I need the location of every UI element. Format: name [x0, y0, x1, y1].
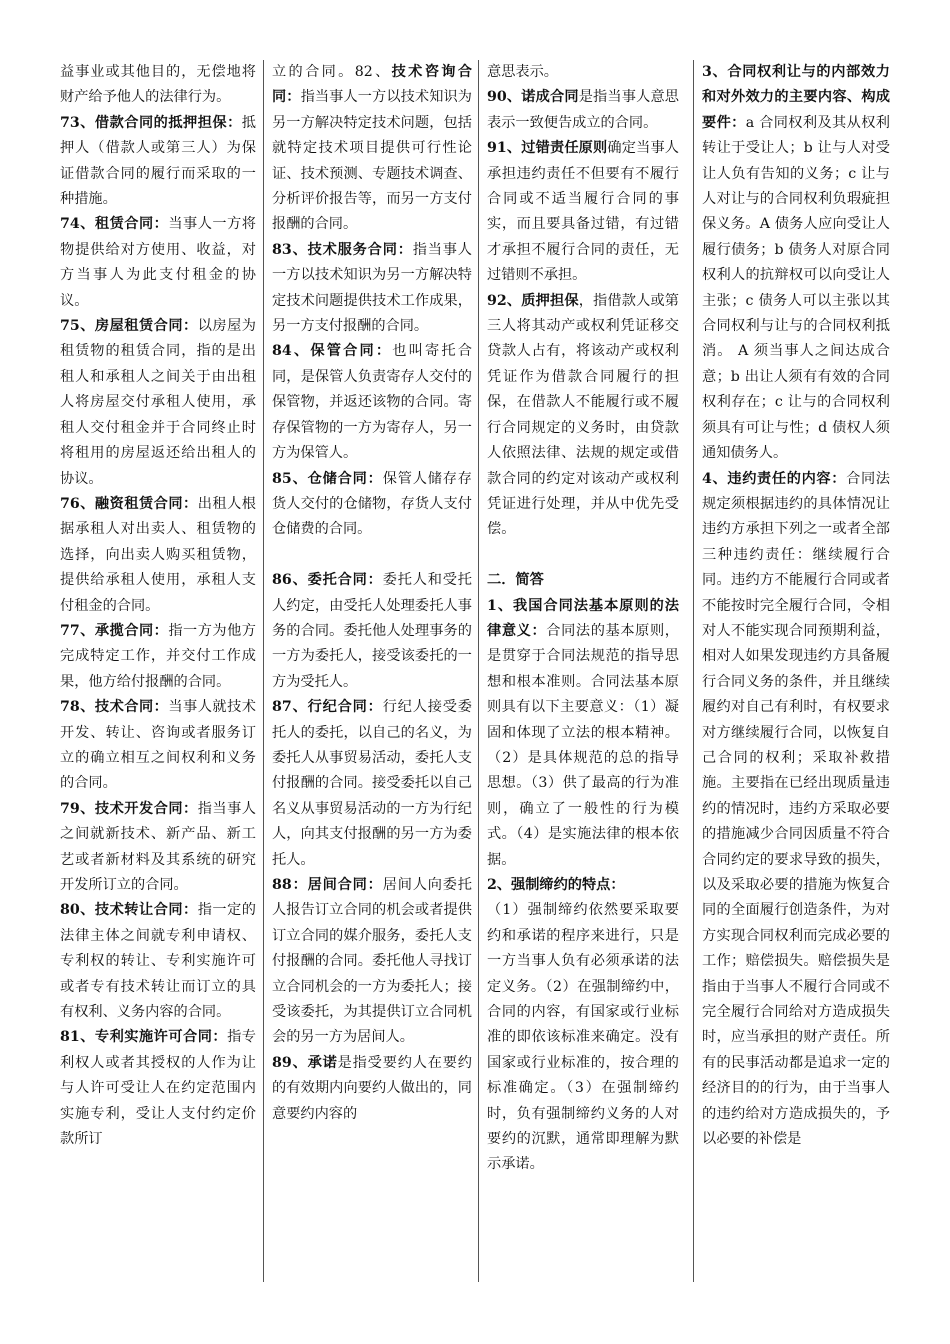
term-heading: 1、我国合同法基本原则的法律意义： [487, 597, 679, 639]
term-heading: 83、技术服务合同： [272, 241, 413, 258]
paragraph [60, 212, 256, 314]
term-definition: （1）强制缔约依然要采取要约和承诺的程序来进行，只是一方当事人负有必须承诺的法定义务。（2）在强制缔约中，合同的内容，有国家或行业标准的即依该标准来确定。没有国家或行业标准的，按合理的标准确定。（3）在强制缔约时，负有强制缔约义务的人对要约的沉默，通常即理解为默示承诺。 [487, 902, 679, 1173]
term-definition: 指专利权人或者其授权的人作为让与人许可受让人在约定范围内实施专利，受让人支付约定价款所订 [60, 1029, 256, 1148]
term-heading: 76、融资租赁合同： [60, 495, 198, 512]
paragraph [487, 136, 679, 288]
term-heading: 3、合同权利让与的内部效力和对外效力的主要内容、构成要件： [702, 64, 890, 131]
paragraph [702, 467, 890, 1153]
term-definition: 指当事人之间就新技术、新产品、新工艺或者新材料及其系统的研究开发所订立的合同。 [60, 800, 256, 893]
term-heading: 73、借款合同的抵押担保： [60, 114, 242, 131]
paragraph [487, 85, 679, 136]
term-definition: 立的合同。82、 [272, 64, 392, 80]
paragraph [272, 1051, 472, 1127]
term-heading: 78、技术合同： [60, 699, 169, 716]
paragraph [272, 467, 472, 543]
term-heading: 75、房屋租赁合同： [60, 318, 198, 335]
term-heading: 88：居间合同： [272, 876, 383, 893]
term-heading: 技术咨询合同： [272, 64, 472, 106]
term-definition: 指当事人一方以技术知识为另一方解决特定技术问题提供技术工作成果，另一方支付报酬的合同。 [272, 241, 472, 335]
term-heading: 2、强制缔约的特点： [487, 876, 625, 893]
term-definition: ，指借款人或第三人将其动产或权利凭证移交贷款人占有，将该动产或权利凭证作为借款合同履行的担保，在借款人不能履行或不履行合同规定的义务时，由贷款人依照法律、法规的规定或借款合同的约定对该动产或权利凭证进行处理，并从中优先受偿。 [487, 292, 679, 538]
column-divider [478, 60, 479, 1282]
paragraph-spacer [272, 543, 472, 568]
paragraph [487, 289, 679, 543]
column-divider [693, 60, 694, 1282]
paragraph [487, 898, 679, 1177]
term-definition: 委托人和受托人约定，由受托人处理委托人事务的合同。委托他人处理事务的一方为委托人，接受该委托的一方为受托人。 [272, 572, 472, 690]
term-heading: 92、质押担保 [487, 292, 579, 309]
paragraph [60, 111, 256, 213]
term-heading: 90、诺成合同 [487, 89, 579, 106]
term-definition: 当事人一方将物提供给对方使用、收益，对方当事人为此支付租金的协议。 [60, 216, 256, 309]
paragraph [272, 238, 472, 340]
paragraph [60, 695, 256, 797]
text-column-2 [272, 60, 472, 1300]
term-definition: 指当事人一方以技术知识为另一方解决特定技术问题，包括就特定技术项目提供可行性论证、技术预测、专题技术调查、分析评价报告等，而另一方支付报酬的合同。 [272, 89, 472, 233]
text-column-1 [60, 60, 256, 1300]
paragraph [60, 492, 256, 619]
paragraph [272, 339, 472, 466]
term-definition: 居间人向委托人报告订立合同的机会或者提供订立合同的媒介服务，委托人支付报酬的合同。委托他人寻找订立合同机会的一方为委托人；接受该委托，为其提供订立合同机会的另一方为居间人。 [272, 876, 472, 1046]
paragraph [487, 60, 679, 85]
term-heading: 84、保管合同： [272, 343, 393, 360]
text-column-3 [487, 60, 679, 1300]
term-heading: 77、承揽合同： [60, 622, 169, 639]
term-definition: 指一方为他方完成特定工作，并交付工作成果，他方给付报酬的合同。 [60, 622, 256, 690]
term-definition: 合同法规定须根据违约的具体情况让违约方承担下列之一或者全部三种违约责任：继续履行合同。违约方不能履行合同或者不能按时完全履行合同，令相对人不能实现合同预期利益，相对人如果发现违约方具备履行合同义务的条件，并且继续履约对自己有利时，有权要求对方继续履行合同，以恢复自己合同的权利；采取补救措施。主要指在已经出现质量违约的情况时，违约方采取必要的措施减少合同因质量不符合合同约定的要求导致的损失，以及采取必要的措施为恢复合同的全面履行创造条件，为对方实现合同权利而完成必要的工作；赔偿损失。赔偿损失是指由于当事人不履行合同或不完全履行合同给对方造成损失时，应当承担的财产责任。所有的民事活动都是追求一定的经济目的的行为，由于当事人的违约给对方造成损失的，予以必要的补偿是 [702, 470, 890, 1148]
paragraph [60, 797, 256, 899]
term-definition: 是指受要约人在要约的有效期内向要约人做出的，同意要约内容的 [272, 1054, 472, 1122]
paragraph [60, 1025, 256, 1152]
term-definition: 意思表示。 [487, 64, 558, 80]
term-heading: 86、委托合同： [272, 572, 383, 589]
paragraph [272, 60, 472, 238]
term-definition: 益事业或其他目的，无偿地将财产给予他人的法律行为。 [60, 64, 256, 106]
paragraph [60, 898, 256, 1025]
term-definition: 以房屋为租赁物的租赁合同，指的是出租人和承租人之间关于由出租人将房屋交付承租人使用，承租人交付租金并于合同终止时将租用的房屋返还给出租人的协议。 [60, 318, 256, 487]
term-heading: 81、专利实施许可合同： [60, 1029, 228, 1046]
term-definition: 指一定的法律主体之间就专利申请权、专利权的转让、专利实施许可或者专有技术转让而订立的具有权利、义务内容的合同。 [60, 902, 256, 1021]
term-heading: 91、过错责任原则 [487, 140, 608, 157]
term-definition: 也叫寄托合同，是保管人负责寄存人交付的保管物，并返还该物的合同。寄存保管物的一方为寄存人，另一方为保管人。 [272, 343, 472, 462]
paragraph [487, 568, 679, 593]
term-heading: 74、租赁合同： [60, 216, 169, 233]
term-heading: 87、行纪合同： [272, 699, 383, 716]
term-definition: 行纪人接受委托人的委托，以自己的名义，为委托人从事贸易活动，委托人支付报酬的合同。接受委托以自己名义从事贸易活动的一方为行纪人，向其支付报酬的另一方为委托人。 [272, 699, 472, 868]
paragraph [487, 873, 679, 898]
term-definition: 确定当事人承担违约责任不但要有不履行合同或不适当履行合同的事实，而且要具备过错，有过错才承担不履行合同的责任，无过错则不承担。 [487, 140, 679, 284]
paragraph [272, 873, 472, 1051]
term-heading: 79、技术开发合同： [60, 800, 198, 817]
term-heading: 80、技术转让合同： [60, 902, 198, 919]
paragraph [272, 695, 472, 873]
paragraph [702, 60, 890, 467]
term-definition: 是指当事人意思表示一致便告成立的合同。 [487, 89, 679, 131]
term-heading: 89、承诺 [272, 1054, 338, 1071]
paragraph [487, 594, 679, 873]
term-definition: 合同法的基本原则，是贯穿于合同法规范的指导思想和根本准则。合同法基本原则具有以下主要意义：（1）凝固和体现了立法的根本精神。（2）是具体规范的总的指导思想。（3）供了最高的行为准则，确立了一般性的行为模式。（4）是实施法律的根本依据。 [487, 622, 679, 868]
term-heading: 85、仓储合同： [272, 470, 383, 487]
term-definition: 保管人储存存货人交付的仓储物，存货人支付仓储费的合同。 [272, 470, 472, 538]
paragraph [60, 619, 256, 695]
term-definition: a 合同权利及其从权利转让于受让人；b 让与人对受让人负有告知的义务；c 让与人对让与的合同权利负瑕疵担保义务。A 债务人应向受让人履行债务；b 债务人对原合同权利人的抗辩权可以向受让人主张；c 债务人可以主张以其合同权利与让与的合同权利抵消。 A 须当事人之间达成合意；b 出让人须有有效的合同权利存在；c 让与的合同权利须具有可让与性；d 债权人须通知债务人。 [702, 114, 890, 462]
term-definition: 出租人根据承租人对出卖人、租赁物的选择，向出卖人购买租赁物，提供给承租人使用，承租人支付租金的合同。 [60, 495, 256, 614]
paragraph [60, 60, 256, 111]
column-divider [263, 60, 264, 1282]
term-heading: 4、违约责任的内容： [702, 470, 847, 487]
paragraph-spacer [487, 543, 679, 568]
paragraph [272, 568, 472, 695]
paragraph [60, 314, 256, 492]
term-heading: 二．简答 [487, 572, 544, 589]
text-column-4 [702, 60, 890, 1300]
term-definition: 当事人就技术开发、转让、咨询或者服务订立的确立相互之间权利和义务的合同。 [60, 699, 256, 792]
term-definition: 抵押人（借款人或第三人）为保证借款合同的履行而采取的一种措施。 [60, 114, 256, 208]
